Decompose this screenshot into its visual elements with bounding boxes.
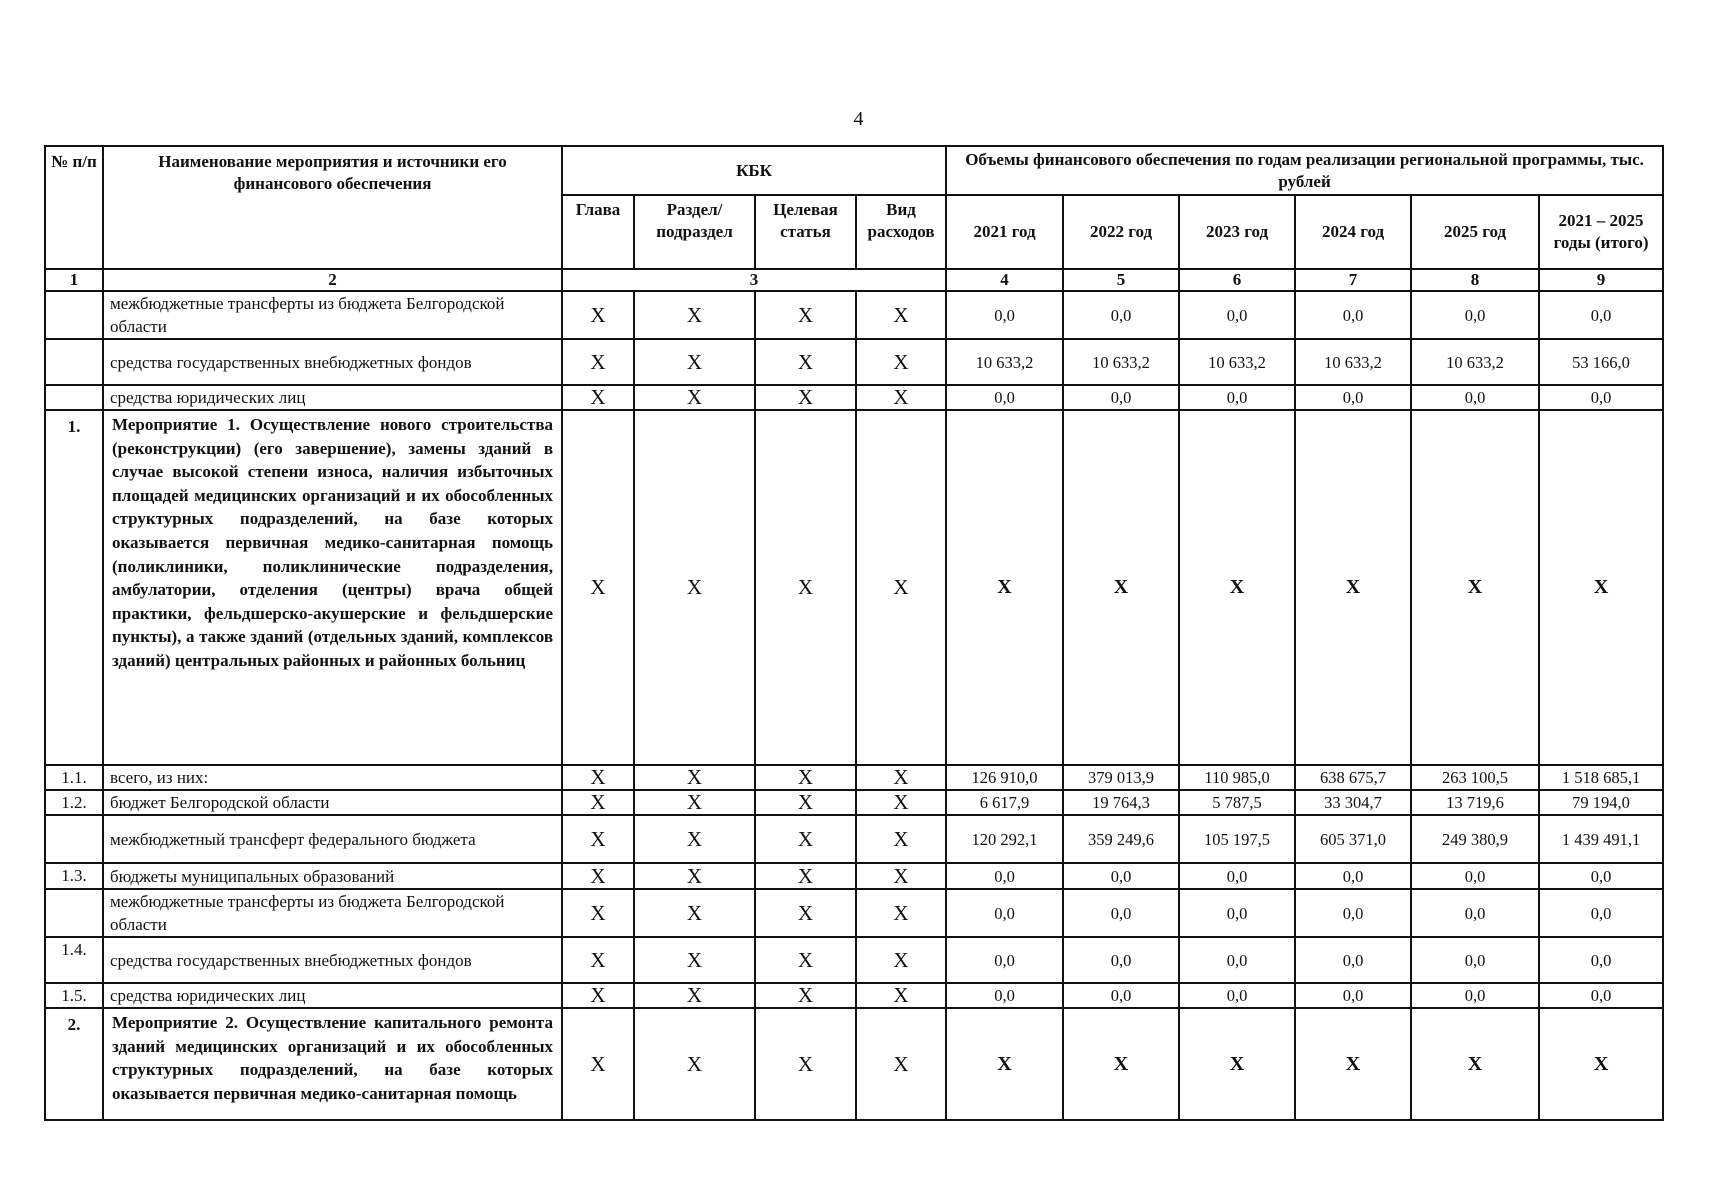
kbk-cell: X [755,385,856,410]
kbk-cell: X [634,863,755,889]
value-cell: 0,0 [946,291,1063,339]
column-number: 7 [1295,269,1411,291]
header-year-col: 2023 год [1179,195,1295,269]
value-cell: 0,0 [1179,889,1295,937]
funding-source-name: межбюджетные трансферты из бюджета Белгородской области [103,291,562,339]
value-cell: 0,0 [1179,291,1295,339]
value-cell: 0,0 [1411,863,1539,889]
table-row [45,937,1663,983]
kbk-cell: X [634,1008,755,1120]
value-cell: 0,0 [1295,863,1411,889]
table-row [45,863,1663,889]
kbk-cell: X [856,339,946,385]
value-cell: 359 249,6 [1063,815,1179,863]
value-cell: X [1179,1008,1295,1120]
kbk-cell: X [755,1008,856,1120]
header-year-col: 2021 – 2025 годы (итого) [1539,195,1663,269]
kbk-cell: X [755,889,856,937]
value-cell: 0,0 [1179,863,1295,889]
value-cell: 605 371,0 [1295,815,1411,863]
kbk-cell: X [856,291,946,339]
value-cell: 0,0 [946,889,1063,937]
column-number: 1 [45,269,103,291]
value-cell: 13 719,6 [1411,790,1539,815]
value-cell: X [1295,410,1411,765]
row-number: 1.3. [45,863,103,889]
kbk-cell: X [634,385,755,410]
row-number [45,815,103,863]
value-cell: 0,0 [1179,385,1295,410]
kbk-cell: X [562,815,634,863]
row-number: 1. [45,410,103,765]
value-cell: X [1539,410,1663,765]
column-number: 2 [103,269,562,291]
value-cell: 10 633,2 [946,339,1063,385]
kbk-cell: X [634,410,755,765]
kbk-cell: X [562,937,634,983]
activity-description: Мероприятие 2. Осуществление капитального ремонта зданий медицинских организаций и их обособленных структурных подразделений, на базе которых оказывается первичная медико-санитарная помощь [103,1008,562,1120]
value-cell: 0,0 [1411,385,1539,410]
value-cell: 1 518 685,1 [1539,765,1663,790]
kbk-cell: X [562,410,634,765]
kbk-cell: X [856,889,946,937]
value-cell: 0,0 [1295,889,1411,937]
value-cell: 19 764,3 [1063,790,1179,815]
kbk-cell: X [562,339,634,385]
header-volumes: Объемы финансового обеспечения по годам реализации региональной программы, тыс. рублей [946,146,1663,195]
table-row [45,983,1663,1008]
value-cell: 263 100,5 [1411,765,1539,790]
kbk-cell: X [562,983,634,1008]
value-cell: 110 985,0 [1179,765,1295,790]
kbk-cell: X [856,1008,946,1120]
kbk-cell: X [856,385,946,410]
value-cell: 105 197,5 [1179,815,1295,863]
value-cell: 120 292,1 [946,815,1063,863]
value-cell: X [946,410,1063,765]
value-cell: X [1295,1008,1411,1120]
kbk-cell: X [856,790,946,815]
row-number: 1.2. [45,790,103,815]
value-cell: X [1063,1008,1179,1120]
header-year-col: 2021 год [946,195,1063,269]
value-cell: 10 633,2 [1179,339,1295,385]
funding-source-name: средства юридических лиц [103,385,562,410]
header-kbk-col: Раздел/ подраздел [634,195,755,269]
kbk-cell: X [562,863,634,889]
table-row [45,339,1663,385]
value-cell: 0,0 [1063,291,1179,339]
kbk-cell: X [755,863,856,889]
kbk-cell: X [856,410,946,765]
row-number: 1.1. [45,765,103,790]
header-kbk: КБК [562,146,946,195]
column-number: 5 [1063,269,1179,291]
table-row [45,410,1663,765]
value-cell: 638 675,7 [1295,765,1411,790]
kbk-cell: X [856,765,946,790]
page-number: 4 [853,108,864,130]
value-cell: 0,0 [1295,937,1411,983]
value-cell: 5 787,5 [1179,790,1295,815]
funding-source-name: бюджет Белгородской области [103,790,562,815]
value-cell: 10 633,2 [1411,339,1539,385]
kbk-cell: X [562,790,634,815]
value-cell: 0,0 [1539,889,1663,937]
kbk-cell: X [755,291,856,339]
value-cell: 0,0 [1539,291,1663,339]
value-cell: 53 166,0 [1539,339,1663,385]
value-cell: 33 304,7 [1295,790,1411,815]
table-row [45,765,1663,790]
header-kbk-col: Целевая статья [755,195,856,269]
funding-source-name: бюджеты муниципальных образований [103,863,562,889]
kbk-cell: X [562,889,634,937]
kbk-cell: X [634,937,755,983]
kbk-cell: X [634,790,755,815]
row-number: 1.4. [45,937,103,983]
value-cell: X [1179,410,1295,765]
funding-source-name: межбюджетный трансферт федерального бюджета [103,815,562,863]
value-cell: X [1411,410,1539,765]
value-cell: 379 013,9 [1063,765,1179,790]
funding-source-name: средства государственных внебюджетных фондов [103,937,562,983]
value-cell: X [1539,1008,1663,1120]
value-cell: 0,0 [1411,937,1539,983]
kbk-cell: X [856,815,946,863]
kbk-cell: X [634,889,755,937]
table-row [45,815,1663,863]
value-cell: 0,0 [1063,889,1179,937]
column-number: 8 [1411,269,1539,291]
kbk-cell: X [634,291,755,339]
value-cell: 0,0 [1179,937,1295,983]
kbk-cell: X [634,765,755,790]
value-cell: 0,0 [1539,937,1663,983]
value-cell: 0,0 [1063,937,1179,983]
table-row [45,1008,1663,1120]
activity-description: Мероприятие 1. Осуществление нового строительства (реконструкции) (его завершение), замены зданий в случае высокой степени износа, наличия избыточных площадей медицинских организаций и их обособленных структурных подразделений, на базе которых оказывается первичная медико-санитарная помощь (поликлиники, поликлинические подразделения, амбулатории, отделения (центры) врача общей практики, фельдшерско-акушерские и фельдшерские пункты), а также зданий (отдельных зданий, комплексов зданий) центральных районных и районных больниц [103,410,562,765]
column-number: 6 [1179,269,1295,291]
kbk-cell: X [755,765,856,790]
value-cell: 0,0 [1295,385,1411,410]
value-cell: 79 194,0 [1539,790,1663,815]
financing-table-wrapper [44,145,1662,1121]
kbk-cell: X [634,983,755,1008]
kbk-cell: X [562,765,634,790]
kbk-cell: X [562,385,634,410]
financing-table [44,145,1664,1121]
value-cell: 0,0 [1063,983,1179,1008]
kbk-cell: X [755,410,856,765]
kbk-cell: X [755,339,856,385]
header-year-col: 2025 год [1411,195,1539,269]
kbk-cell: X [634,815,755,863]
value-cell: 0,0 [1539,983,1663,1008]
value-cell: 0,0 [1063,385,1179,410]
value-cell: X [946,1008,1063,1120]
kbk-cell: X [755,937,856,983]
table-row [45,291,1663,339]
value-cell: 0,0 [946,983,1063,1008]
value-cell: 0,0 [1179,983,1295,1008]
header-year-col: 2024 год [1295,195,1411,269]
funding-source-name: всего, из них: [103,765,562,790]
kbk-cell: X [755,983,856,1008]
column-number: 9 [1539,269,1663,291]
row-number: 1.5. [45,983,103,1008]
funding-source-name: межбюджетные трансферты из бюджета Белгородской области [103,889,562,937]
column-number-row [45,269,1663,291]
row-number [45,889,103,937]
value-cell: 0,0 [1295,291,1411,339]
value-cell: 0,0 [946,863,1063,889]
kbk-cell: X [755,790,856,815]
funding-source-name: средства юридических лиц [103,983,562,1008]
value-cell: X [1411,1008,1539,1120]
value-cell: 0,0 [1411,291,1539,339]
kbk-cell: X [856,937,946,983]
kbk-cell: X [856,983,946,1008]
value-cell: 249 380,9 [1411,815,1539,863]
value-cell: 0,0 [1411,889,1539,937]
table-body [45,291,1663,1120]
value-cell: 0,0 [1539,863,1663,889]
column-number: 4 [946,269,1063,291]
header-kbk-col: Глава [562,195,634,269]
funding-source-name: средства государственных внебюджетных фондов [103,339,562,385]
header-no: № п/п [45,146,103,269]
value-cell: 0,0 [1411,983,1539,1008]
kbk-cell: X [634,339,755,385]
table-row [45,889,1663,937]
table-row [45,385,1663,410]
kbk-cell: X [856,863,946,889]
header-name: Наименование мероприятия и источники его финансового обеспечения [103,146,562,269]
value-cell: 10 633,2 [1063,339,1179,385]
value-cell: 0,0 [946,385,1063,410]
kbk-cell: X [562,1008,634,1120]
header-kbk-col: Вид расходов [856,195,946,269]
value-cell: 1 439 491,1 [1539,815,1663,863]
row-number [45,339,103,385]
value-cell: 0,0 [1063,863,1179,889]
table-row [45,790,1663,815]
value-cell: 0,0 [1295,983,1411,1008]
value-cell: 6 617,9 [946,790,1063,815]
value-cell: X [1063,410,1179,765]
kbk-cell: X [562,291,634,339]
value-cell: 0,0 [1539,385,1663,410]
row-number: 2. [45,1008,103,1120]
header-year-col: 2022 год [1063,195,1179,269]
kbk-cell: X [755,815,856,863]
row-number [45,385,103,410]
value-cell: 0,0 [946,937,1063,983]
value-cell: 10 633,2 [1295,339,1411,385]
value-cell: 126 910,0 [946,765,1063,790]
column-number: 3 [562,269,946,291]
row-number [45,291,103,339]
